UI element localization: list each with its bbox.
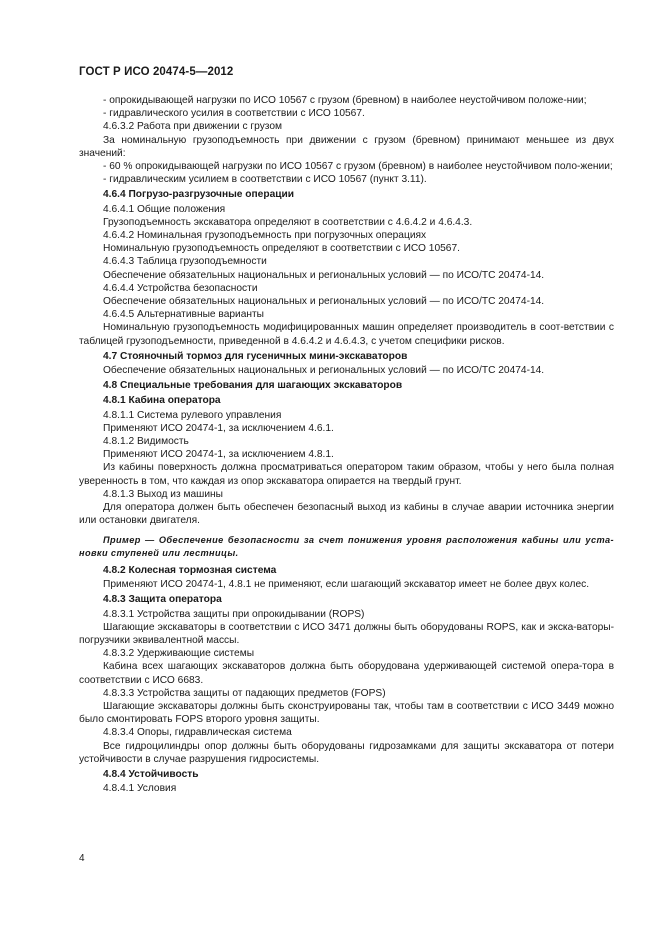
paragraph: Обеспечение обязательных национальных и региональных условий — по ИСО/ТС 20474-14. bbox=[103, 365, 545, 377]
paragraph: - опрокидывающей нагрузки по ИСО 10567 с грузом (бревном) в наиболее неустойчивом положе-нии; bbox=[103, 95, 587, 106]
paragraph: Обеспечение обязательных национальных и региональных условий — по ИСО/ТС 20474-14. bbox=[103, 296, 545, 308]
paragraph: Применяют ИСО 20474-1, за исключением 4.6.1. bbox=[103, 422, 334, 434]
paragraph: 4.8.3.4 Опоры, гидравлическая система bbox=[103, 727, 292, 739]
section-heading: 4.7 Стояночный тормоз для гусеничных мини-экскаваторов bbox=[103, 350, 408, 362]
paragraph: Применяют ИСО 20474-1, 4.8.1 не применяют, если шагающий экскаватор имеет не более двух колес. bbox=[103, 579, 590, 591]
example-note: Пример — Обеспечение безопасности за счет понижения уровня расположения кабины или уста-новки ступеней или лестницы. bbox=[79, 534, 614, 558]
paragraph: Для оператора должен быть обеспечен безопасный выход из кабины в случае аварии источника энергии или остановки двигателя. bbox=[79, 502, 614, 527]
paragraph: 4.8.4.1 Условия bbox=[103, 783, 177, 795]
paragraph: Шагающие экскаваторы в соответствии с ИСО 3471 должны быть оборудованы ROPS, как и экска-ваторы-погрузчики эквивалентной массы. bbox=[79, 621, 614, 646]
paragraph: 4.6.4.2 Номинальная грузоподъемность при погрузочных операциях bbox=[103, 230, 427, 242]
paragraph: 4.6.4.4 Устройства безопасности bbox=[103, 282, 258, 294]
section-heading: 4.8 Специальные требования для шагающих экскаваторов bbox=[103, 380, 403, 392]
paragraph: Шагающие экскаваторы должны быть сконструированы так, чтобы там в соответствии с ИСО 3449 можно было смонтировать FOPS второго уровня защиты. bbox=[79, 700, 614, 726]
section-heading: 4.8.2 Колесная тормозная система bbox=[103, 564, 277, 576]
section-heading: 4.8.4 Устойчивость bbox=[103, 768, 199, 780]
section-heading: 4.8.3 Защита оператора bbox=[103, 594, 222, 606]
paragraph: - гидравлическим усилием в соответствии с ИСО 10567 (пункт 3.11). bbox=[103, 174, 427, 186]
page-header-title: ГОСТ Р ИСО 20474-5—2012 bbox=[79, 66, 234, 78]
page-number: 4 bbox=[79, 853, 85, 864]
paragraph: - 60 % опрокидывающей нагрузки по ИСО 10567 с грузом (бревном) в наиболее неустойчивом поло-жении; bbox=[103, 161, 613, 173]
paragraph: 4.8.3.1 Устройства защиты при опрокидывании (ROPS) bbox=[103, 608, 365, 620]
paragraph: Обеспечение обязательных национальных и региональных условий — по ИСО/ТС 20474-14. bbox=[103, 269, 545, 281]
paragraph: - гидравлического усилия в соответствии с ИСО 10567. bbox=[103, 108, 365, 120]
paragraph: 4.8.1.2 Видимость bbox=[103, 436, 189, 448]
paragraph: 4.6.4.3 Таблица грузоподъемности bbox=[103, 256, 267, 268]
section-heading: 4.8.1 Кабина оператора bbox=[103, 395, 221, 407]
paragraph: 4.8.3.2 Удерживающие системы bbox=[103, 648, 255, 660]
paragraph: За номинальную грузоподъемность при движении с грузом (бревном) принимают меньшее из двух значений: bbox=[79, 134, 614, 159]
paragraph: Номинальную грузоподъемность определяют в соответствии с ИСО 10567. bbox=[103, 243, 460, 255]
section-heading: 4.6.4 Погрузо-разгрузочные операции bbox=[103, 189, 295, 201]
paragraph: 4.8.3.3 Устройства защиты от падающих предметов (FOPS) bbox=[103, 687, 386, 699]
paragraph: 4.6.3.2 Работа при движении с грузом bbox=[103, 121, 283, 133]
paragraph: Кабина всех шагающих экскаваторов должна быть оборудована удерживающей системой опера-тора в соответствии с ИСО 6683. bbox=[79, 661, 614, 686]
document-body bbox=[79, 94, 614, 795]
paragraph: Грузоподъемность экскаватора определяют в соответствии с 4.6.4.2 и 4.6.4.3. bbox=[103, 216, 473, 228]
paragraph: Все гидроцилиндры опор должны быть оборудованы гидрозамками для защиты экскаватора от потери устойчивости в случае разрушения гидросистемы. bbox=[79, 740, 614, 765]
paragraph: 4.8.1.1 Система рулевого управления bbox=[103, 409, 282, 421]
paragraph: 4.8.1.3 Выход из машины bbox=[103, 488, 223, 500]
paragraph: 4.6.4.5 Альтернативные варианты bbox=[103, 309, 264, 321]
paragraph: Номинальную грузоподъемность модифицированных машин определяет производитель в соот-ветствии с таблицей грузоподъемности, приведенной в 4.6.4.2 и 4.6.4.3, с учетом специфики рисков. bbox=[79, 322, 614, 347]
paragraph: 4.6.4.1 Общие положения bbox=[103, 203, 226, 215]
paragraph: Из кабины поверхность должна просматриваться оператором таким образом, чтобы у него была полная уверенность в том, что каждая из опор экскаватора опирается на твердый грунт. bbox=[79, 462, 614, 487]
paragraph: Применяют ИСО 20474-1, за исключением 4.8.1. bbox=[103, 449, 334, 461]
